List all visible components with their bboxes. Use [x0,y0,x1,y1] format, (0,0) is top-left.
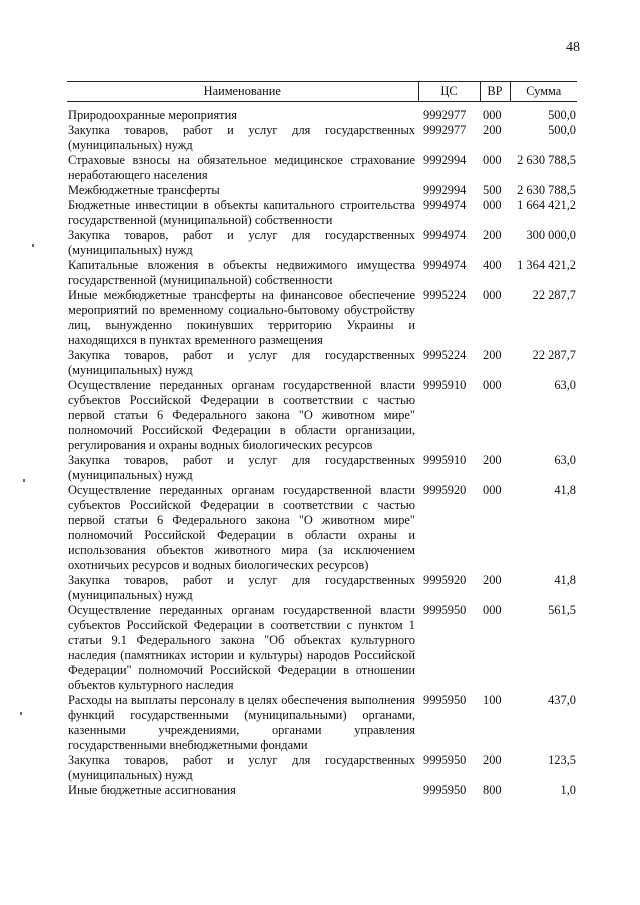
row-vr: 000 [483,288,502,302]
row-cs: 9995224 [423,288,467,302]
row-name: Капитальные вложения в объекты недвижимого имущества государственной (муниципальной) собственности [68,258,415,287]
row-vr: 100 [483,693,502,707]
table-row [67,198,577,228]
scan-speck [20,712,22,715]
table-row [67,288,577,348]
table-row [67,483,577,573]
row-sum: 41,8 [554,573,576,587]
row-vr: 500 [483,183,502,197]
table-row [67,348,577,378]
row-vr: 000 [483,153,502,167]
row-cs: 9994974 [423,258,467,272]
row-name: Закупка товаров, работ и услуг для государственных (муниципальных) нужд [68,348,415,377]
scan-speck [32,244,34,247]
row-name: Закупка товаров, работ и услуг для государственных (муниципальных) нужд [68,753,415,782]
table-row [67,228,577,258]
row-name: Осуществление переданных органам государственной власти субъектов Российской Федерации в соответствии с пунктом 1 статьи 9.1 Федерального закона "Об объектах культурного наследия (памятниках истории и культуры) народов Российской Федерации" полномочий Российской Федерации в отношении объектов культурного наследия [68,603,415,692]
row-name: Страховые взносы на обязательное медицинское страхование неработающего населения [68,153,415,182]
row-cs: 9994974 [423,228,467,242]
table-row [67,102,577,124]
table-row [67,783,577,798]
table-row [67,153,577,183]
row-vr: 200 [483,228,502,242]
row-sum: 22 287,7 [532,348,576,362]
table-row [67,378,577,453]
row-sum: 22 287,7 [532,288,576,302]
row-vr: 200 [483,453,502,467]
row-name: Бюджетные инвестиции в объекты капитального строительства государственной (муниципальной) собственности [68,198,415,227]
row-name: Закупка товаров, работ и услуг для государственных (муниципальных) нужд [68,228,415,257]
page-number: 48 [566,40,580,55]
row-sum: 123,5 [548,753,576,767]
row-cs: 9992994 [423,183,467,197]
row-cs: 9995950 [423,753,467,767]
row-sum: 437,0 [548,693,576,707]
row-name: Осуществление переданных органам государственной власти субъектов Российской Федерации в соответствии с частью первой статьи 6 Федерального закона "О животном мире" полномочий Российской Федерации в области охраны и использования объектов животного мира (за исключением охотничьих ресурсов и водных биологических ресурсов) [68,483,415,572]
row-vr: 200 [483,348,502,362]
table-row [67,603,577,693]
row-name: Природоохранные мероприятия [68,108,237,122]
header-sum: Сумма [510,82,577,102]
table-row [67,753,577,783]
row-name: Осуществление переданных органам государственной власти субъектов Российской Федерации в соответствии с частью первой статьи 6 Федерального закона "О животном мире" полномочий Российской Федерации в области организации, регулирования и охраны водных биологических ресурсов [68,378,415,452]
row-sum: 41,8 [554,483,576,497]
header-cs: ЦС [418,82,480,102]
row-cs: 9995950 [423,693,467,707]
row-vr: 000 [483,198,502,212]
row-cs: 9995920 [423,573,467,587]
row-sum: 1,0 [560,783,576,797]
row-sum: 500,0 [548,123,576,137]
row-name: Иные бюджетные ассигнования [68,783,236,797]
row-cs: 9995910 [423,453,467,467]
row-sum: 63,0 [554,453,576,467]
budget-table [67,81,577,798]
row-cs: 9994974 [423,198,467,212]
row-cs: 9995950 [423,783,467,797]
header-vr: ВР [480,82,510,102]
row-sum: 63,0 [554,378,576,392]
table-row [67,183,577,198]
row-cs: 9995950 [423,603,467,617]
table-row [67,123,577,153]
row-cs: 9992994 [423,153,467,167]
row-vr: 800 [483,783,502,797]
row-cs: 9995224 [423,348,467,362]
row-name: Закупка товаров, работ и услуг для государственных (муниципальных) нужд [68,573,415,602]
row-sum: 300 000,0 [526,228,576,242]
row-sum: 500,0 [548,108,576,122]
row-name: Расходы на выплаты персоналу в целях обеспечения выполнения функций государственными (муниципальными) органами, казенными учреждениями, органами управления государственными внебюджетными фондами [68,693,415,752]
row-vr: 000 [483,108,502,122]
row-sum: 1 364 421,2 [517,258,576,272]
table-row [67,693,577,753]
table-header-row [67,82,577,102]
row-vr: 000 [483,378,502,392]
row-name: Межбюджетные трансферты [68,183,220,197]
scan-speck [23,479,25,482]
row-name: Закупка товаров, работ и услуг для государственных (муниципальных) нужд [68,123,415,152]
table-body [67,102,577,799]
row-vr: 000 [483,483,502,497]
row-sum: 1 664 421,2 [517,198,576,212]
row-cs: 9995920 [423,483,467,497]
row-name: Закупка товаров, работ и услуг для государственных (муниципальных) нужд [68,453,415,482]
row-cs: 9995910 [423,378,467,392]
row-cs: 9992977 [423,123,467,137]
table-row [67,453,577,483]
row-sum: 561,5 [548,603,576,617]
row-vr: 400 [483,258,502,272]
row-name: Иные межбюджетные трансферты на финансовое обеспечение мероприятий по временному социально-бытовому обустройству лиц, вынужденно покинувших территорию Украины и находящихся в пунктах временного размещения [68,288,415,347]
row-cs: 9992977 [423,108,467,122]
table-row [67,258,577,288]
header-name: Наименование [67,82,418,102]
row-vr: 200 [483,123,502,137]
row-vr: 200 [483,573,502,587]
table-row [67,573,577,603]
row-vr: 200 [483,753,502,767]
row-sum: 2 630 788,5 [517,153,576,167]
row-sum: 2 630 788,5 [517,183,576,197]
row-vr: 000 [483,603,502,617]
